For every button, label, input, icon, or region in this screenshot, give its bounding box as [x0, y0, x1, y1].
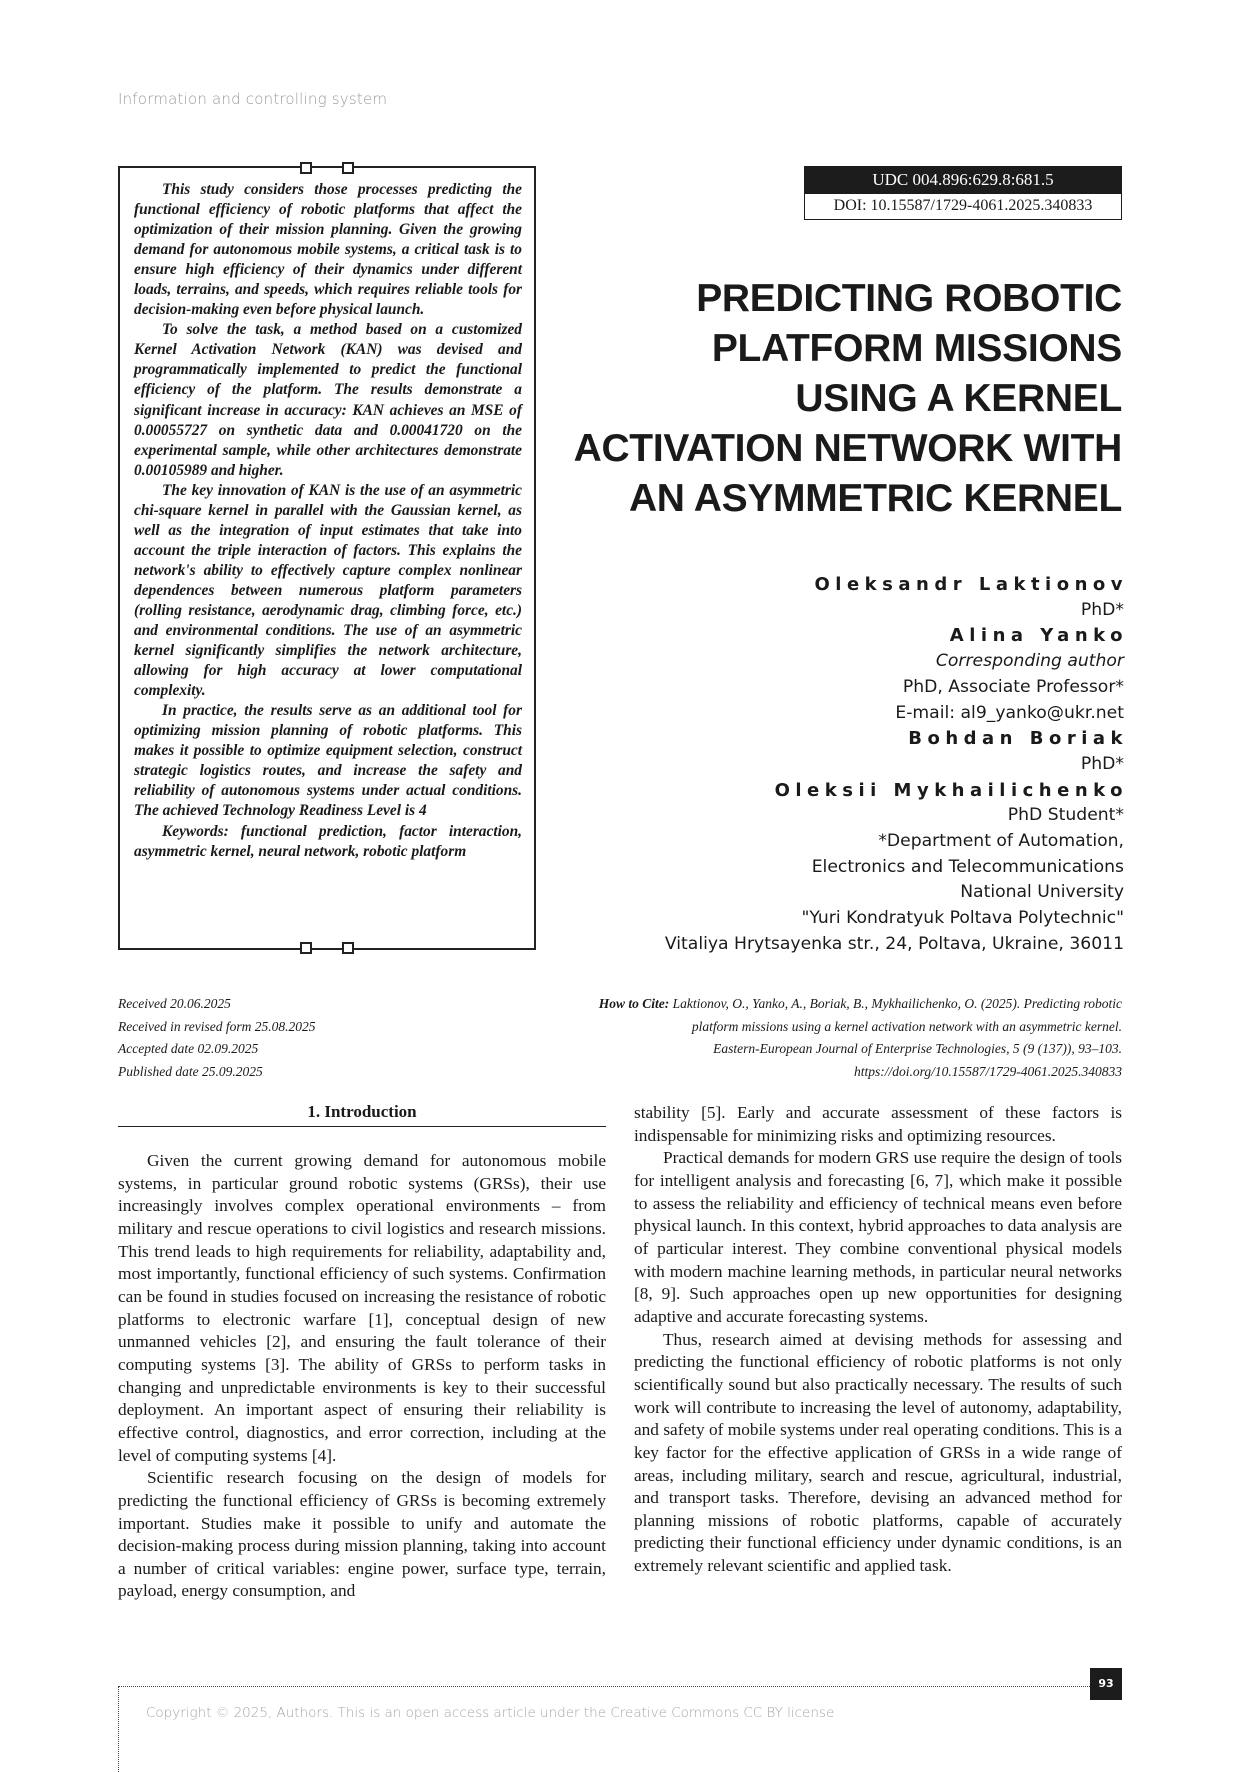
- title-line: ACTIVATION NETWORK WITH: [573, 427, 1122, 470]
- article-dates: [118, 993, 315, 1083]
- body-column-left: [118, 1150, 606, 1603]
- body-paragraph: Practical demands for modern GRS use require the design of tools for intelligent analysis and forecasting [6, 7], which make it possible to assess the reliability and efficiency of technical means even before physical launch. In this context, hybrid approaches to data analysis are of particular interest. They combine conventional physical models with modern machine learning methods, in particular neural networks [8, 9]. Such approaches open up new opportunities for designing adaptive and accurate forecasting systems.: [634, 1148, 1122, 1326]
- cite-line: Eastern-European Journal of Enterprise Technologies, 5 (9 (137)), 93–103.: [713, 1041, 1122, 1056]
- author-degree: PhD*: [1080, 599, 1124, 620]
- footer-divider: [118, 1686, 119, 1772]
- date-revised: Received in revised form 25.08.2025: [118, 1018, 316, 1034]
- author-email[interactable]: E-mail: al9_yanko@ukr.net: [895, 702, 1124, 723]
- abstract-paragraph: This study considers those processes predicting the functional efficiency of robotic platforms that affect the optimization of their mission planning. Given the growing demand for autonomous mobile systems, a critical task is to ensure high efficiency of their dynamics under different loads, terrains, and speeds, which requires reliable tools for decision-making even before physical launch.: [134, 181, 522, 319]
- title-line: PREDICTING ROBOTIC: [696, 277, 1122, 320]
- section-heading: 1. Introduction: [118, 1102, 606, 1127]
- cite-line: platform missions using a kernel activation network with an asymmetric kernel.: [691, 1018, 1122, 1034]
- affiliation-line: National University: [960, 882, 1124, 903]
- abstract-paragraph: The key innovation of KAN is the use of an asymmetric chi-square kernel in parallel with the Gaussian kernel, as well as the integration of input estimates that take into account the triple interaction of factors. This explains the network's ability to effectively capture complex nonlinear dependences between numerous platform parameters (rolling resistance, aerodynamic drag, climbing force, etc.) and environmental conditions. The use of an asymmetric kernel significantly simplifies the network architecture, allowing for high accuracy at lower computational complexity.: [134, 481, 522, 700]
- affiliation-line: "Yuri Kondratyuk Poltava Polytechnic": [801, 908, 1124, 929]
- footer-divider: [118, 1686, 1090, 1687]
- author-degree: PhD, Associate Professor*: [902, 676, 1124, 697]
- author-name: Bohdan Boriak: [908, 728, 1128, 750]
- abstract-paragraph: In practice, the results serve as an additional tool for optimizing mission planning of robotic platforms. This makes it possible to optimize equipment selection, construct strategic logistics routes, and increase the safety and reliability of autonomous systems under actual conditions. The achieved Technology Readiness Level is 4: [134, 702, 522, 820]
- abstract-paragraph: To solve the task, a method based on a customized Kernel Activation Network (KAN) was devised and programmatically implemented to predict the functional efficiency of the platform. The results demonstrate a significant increase in accuracy: KAN achieves an MSE of 0.00055727 on synthetic data and 0.00041720 on the experimental sample, while other architectures demonstrate 0.00105989 and higher.: [134, 321, 522, 479]
- affiliation-line: Vitaliya Hrytsayenka str., 24, Poltava, Ukraine, 36011: [664, 933, 1124, 954]
- how-to-cite: [548, 993, 1122, 1083]
- author-degree: PhD*: [1080, 753, 1124, 774]
- article-title: [540, 274, 1122, 524]
- title-line: AN ASYMMETRIC KERNEL: [628, 477, 1122, 520]
- box-notch: [342, 162, 354, 174]
- authors-block: [600, 572, 1128, 958]
- keywords: Keywords: functional prediction, factor interaction, asymmetric kernel, neural network, robotic platform: [134, 822, 522, 860]
- author-name: Alina Yanko: [949, 625, 1128, 647]
- box-notch: [300, 942, 312, 954]
- body-paragraph: Scientific research focusing on the design of models for predicting the functional efficiency of GRSs is becoming extremely important. Studies make it possible to unify and automate the decision-making process during mission planning, taking into account a number of critical variables: engine power, surface type, terrain, payload, energy consumption, and: [118, 1468, 606, 1601]
- abstract-box: [118, 166, 536, 950]
- corresponding-note: Corresponding author: [935, 651, 1124, 672]
- copyright-notice: Copyright © 2025, Authors. This is an open access article under the Creative Commons CC BY license: [146, 1705, 835, 1721]
- doi-link[interactable]: DOI: 10.15587/1729-4061.2025.340833: [804, 194, 1122, 220]
- date-accepted: Accepted date 02.09.2025: [118, 1041, 259, 1056]
- title-line: USING A KERNEL: [795, 377, 1122, 420]
- cite-line: Laktionov, O., Yanko, A., Boriak, B., Mykhailichenko, O. (2025). Predicting robotic: [672, 996, 1122, 1011]
- cite-doi-link[interactable]: https://doi.org/10.15587/1729-4061.2025.340833: [853, 1063, 1122, 1079]
- affiliation-line: Electronics and Telecommunications: [811, 856, 1124, 877]
- author-name: Oleksii Mykhailichenko: [774, 779, 1128, 801]
- box-notch: [300, 162, 312, 174]
- abstract-text: [134, 180, 522, 862]
- page-number: 93: [1090, 1668, 1122, 1700]
- date-received: Received 20.06.2025: [118, 996, 231, 1011]
- affiliation-line: *Department of Automation,: [878, 831, 1124, 852]
- box-notch: [342, 942, 354, 954]
- body-paragraph: Thus, research aimed at devising methods for assessing and predicting the functional efficiency of robotic platforms is not only scientifically sound but also practically necessary. The results of such work will contribute to increasing the level of autonomy, adaptability, and safety of mobile systems under real operating conditions. This is a key factor for the effective application of GRSs in a wide range of areas, including military, search and rescue, agricultural, industrial, and transport tasks. Therefore, devising an advanced method for planning missions of robotic platforms, capable of accurately predicting their functional efficiency under dynamic conditions, is an extremely relevant scientific and applied task.: [634, 1329, 1122, 1576]
- title-line: PLATFORM MISSIONS: [711, 327, 1122, 370]
- udc-code: UDC 004.896:629.8:681.5: [804, 166, 1122, 194]
- body-paragraph: stability [5]. Early and accurate assessment of these factors is indispensable for minimizing risks and optimizing resources.: [634, 1103, 1122, 1145]
- author-degree: PhD Student*: [1007, 805, 1124, 826]
- body-paragraph: Given the current growing demand for autonomous mobile systems, in particular ground robotic systems (GRSs), their use increasingly involves complex operational environments – from military and rescue operations to civil logistics and research missions. This trend leads to high requirements for reliability, adaptability and, most importantly, functional efficiency of such systems. Confirmation can be found in studies focused on increasing the resistance of robotic platforms to electronic warfare [1], conceptual design of new unmanned vehicles [2], and ensuring the fault tolerance of their computing systems [3]. The ability of GRSs to perform tasks in changing and unpredictable environments is key to their successful deployment. An important aspect of ensuring their reliability is effective control, diagnostics, and error correction, including at the level of computing systems [4].: [118, 1151, 606, 1465]
- author-name: Oleksandr Laktionov: [814, 574, 1128, 595]
- body-column-right: [634, 1102, 1122, 1578]
- cite-label: How to Cite:: [598, 996, 670, 1011]
- journal-section-label: Information and controlling system: [118, 90, 388, 108]
- date-published: Published date 25.09.2025: [118, 1063, 263, 1079]
